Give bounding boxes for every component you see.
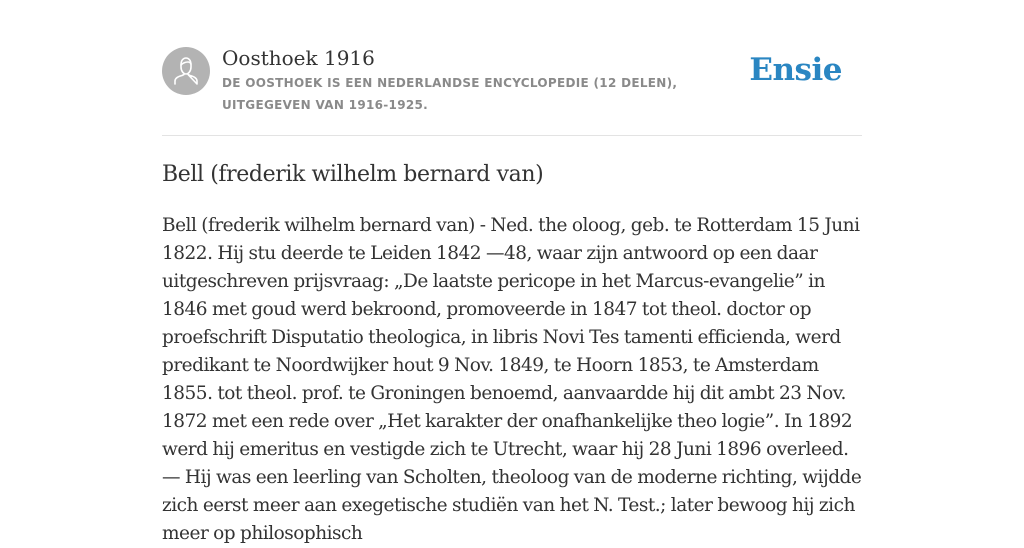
source-description: DE OOSTHOEK IS EEN NEDERLANDSE ENCYCLOPEDIE (12 DELEN), UITGEGEVEN VAN 1916-1925. — [222, 76, 678, 112]
user-silhouette-icon — [162, 47, 210, 95]
article-body: Bell (frederik wilhelm bernard van) - Ned. the oloog, geb. te Rotterdam 15 Juni 1822. Hij stu deerde te Leiden 1842 —48, waar zijn antwoord op een daar uitgeschreven prijsvraag: „De laatste pericope in het Marcus-evangelie” in 1846 met goud werd bekroond, promoveerde in 1847 tot theol. doctor op proefschrift Disputatio theologica, in libris Novi Tes tamenti efficienda, werd predikant te Noordwijker hout 9 Nov. 1849, te Hoorn 1853, te Amsterdam 1855. tot theol. prof. te Groningen benoemd, aanvaardde hij dit ambt 23 Nov. 1872 met een rede over „Het karakter der onafhankelijke theo logie”. In 1892 werd hij emeritus en vestigde zich te Utrecht, waar hij 28 Juni 1896 overleed. — Hij was een leerling van Scholten, theoloog van de moderne richting, wijdde zich eerst meer aan exegetische studiën van het N. Test.; later bewoog hij zich meer op philosophisch — [162, 215, 862, 544]
divider — [162, 135, 862, 136]
source-header — [162, 46, 862, 116]
source-title[interactable]: Oosthoek 1916 — [222, 46, 375, 70]
article-title: Bell (frederik wilhelm bernard van) — [162, 162, 544, 187]
avatar[interactable] — [162, 47, 210, 95]
ensie-logo[interactable]: Ensie — [749, 52, 842, 88]
